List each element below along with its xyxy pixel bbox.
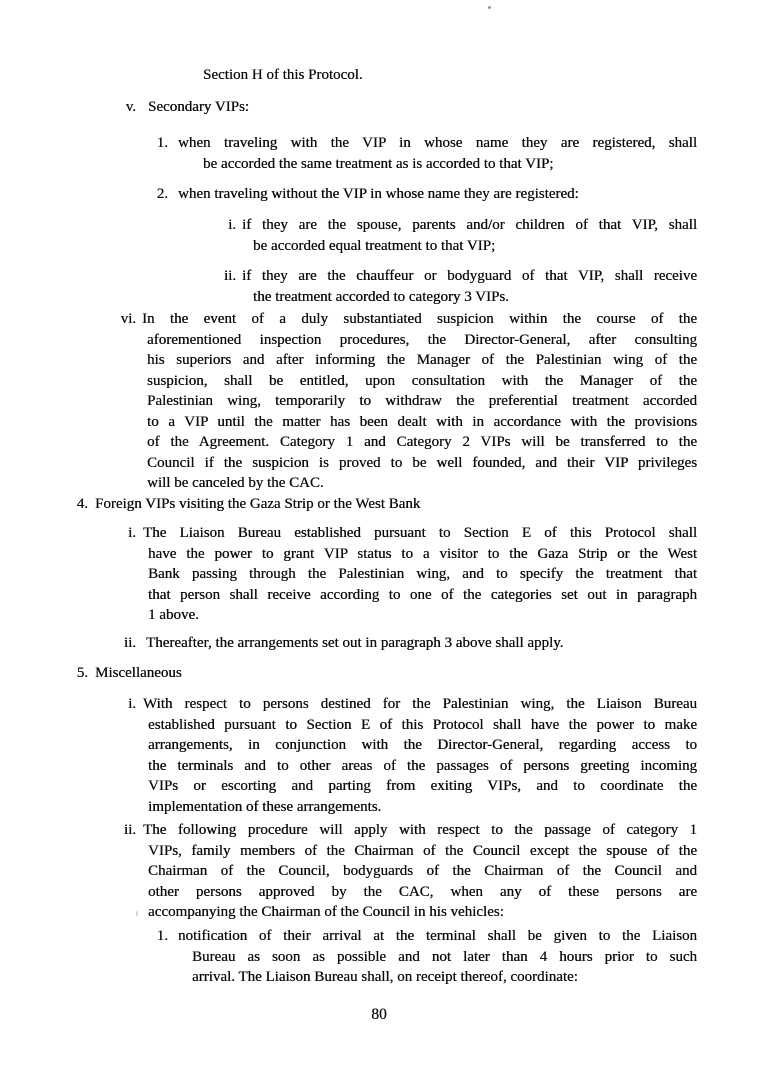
paragraph	[143, 523, 697, 626]
text-line: when traveling without the VIP in whose name they are registered:	[178, 186, 579, 202]
text-line: 1 above.	[148, 607, 199, 623]
text-line: accompanying the Chairman of the Council in his vehicles:	[148, 904, 504, 920]
paragraph	[146, 633, 697, 654]
text-line: Miscellaneous	[95, 665, 182, 681]
text-line: suspicion, shall be entitled, upon consultation with the Manager of the	[147, 372, 697, 389]
text-line: established pursuant to Section E of this Protocol shall have the power to make	[148, 716, 697, 733]
paragraph	[143, 820, 697, 923]
text-line: be accorded the same treatment as is accorded to that VIP;	[203, 155, 554, 172]
list-marker: i.	[128, 525, 136, 541]
text-line: the treatment accorded to category 3 VIPs.	[253, 288, 509, 305]
list-marker: ii.	[223, 268, 236, 284]
list-marker: 1.	[156, 135, 168, 151]
paragraph	[142, 309, 697, 494]
paragraph	[178, 184, 697, 205]
text-line: notification of their arrival at the terminal shall be given to the Liaison	[178, 928, 697, 944]
paragraph	[242, 266, 697, 307]
paragraph	[178, 133, 697, 174]
list-marker: vi.	[120, 311, 136, 327]
paragraph	[178, 926, 697, 988]
text-line: if they are the chauffeur or bodyguard of that VIP, shall receive	[242, 268, 697, 284]
text-line: be accorded equal treatment to that VIP;	[253, 237, 496, 254]
text-line: VIPs, family members of the Chairman of the Council except the spouse of the	[148, 842, 697, 859]
text-line: the terminals and to other areas of the passages of persons greeting incoming	[148, 757, 697, 774]
list-marker: 5.	[76, 665, 88, 681]
text-line: if they are the spouse, parents and/or children of that VIP, shall	[242, 217, 697, 233]
list-marker: 2.	[156, 186, 168, 202]
text-line: Thereafter, the arrangements set out in paragraph 3 above shall apply.	[146, 635, 564, 651]
text-line: In the event of a duly substantiated suspicion within the course of the	[142, 311, 697, 327]
list-marker: 4.	[76, 496, 88, 512]
section-heading	[95, 663, 697, 684]
paragraph	[148, 97, 697, 118]
text-line: aforementioned inspection procedures, the Director-General, after consulting	[147, 331, 697, 348]
paragraph	[242, 215, 697, 256]
text-line: that person shall receive according to one of the categories set out in paragraph	[148, 586, 697, 603]
text-line: Section H of this Protocol.	[203, 67, 363, 83]
list-marker: ii.	[123, 822, 136, 838]
text-line: Bank passing through the Palestinian wing, and to specify the treatment that	[148, 566, 697, 582]
scan-speck	[136, 911, 138, 916]
text-line: Secondary VIPs:	[148, 99, 249, 115]
text-line: The following procedure will apply with respect to the passage of category 1	[143, 822, 697, 838]
text-line: when traveling with the VIP in whose name they are registered, shall	[178, 135, 697, 151]
paragraph	[143, 694, 697, 817]
list-marker: ii.	[123, 635, 136, 651]
page-number: 80	[371, 1006, 387, 1023]
text-line: Palestinian wing, temporarily to withdraw the preferential treatment accorded	[147, 393, 697, 409]
text-line: implementation of these arrangements.	[148, 798, 382, 815]
text-line: Foreign VIPs visiting the Gaza Strip or the West Bank	[95, 496, 421, 512]
text-line: of the Agreement. Category 1 and Category 2 VIPs will be transferred to the	[147, 434, 697, 450]
text-line: his superiors and after informing the Manager of the Palestinian wing of the	[147, 352, 697, 368]
text-line: With respect to persons destined for the Palestinian wing, the Liaison Bureau	[143, 696, 697, 712]
text-line: to a VIP until the matter has been dealt with in accordance with the provisions	[147, 413, 697, 430]
text-line: have the power to grant VIP status to a visitor to the Gaza Strip or the West	[148, 545, 697, 562]
list-marker: i.	[128, 696, 136, 712]
text-line: Chairman of the Council, bodyguards of the Chairman of the Council and	[148, 863, 697, 879]
text-line: Bureau as soon as possible and not later than 4 hours prior to such	[192, 948, 697, 965]
text-line: VIPs or escorting and parting from exiting VIPs, and to coordinate the	[148, 778, 697, 794]
paragraph	[203, 65, 697, 86]
list-marker: i.	[228, 217, 236, 233]
section-heading	[95, 494, 697, 515]
scan-speck	[488, 6, 491, 9]
text-line: The Liaison Bureau established pursuant to Section E of this Protocol shall	[143, 525, 697, 541]
text-line: arrival. The Liaison Bureau shall, on receipt thereof, coordinate:	[192, 969, 578, 985]
text-line: Council if the suspicion is proved to be well founded, and their VIP privileges	[147, 454, 697, 471]
text-line: will be canceled by the CAC.	[147, 475, 324, 491]
text-line: arrangements, in conjunction with the Director-General, regarding access to	[148, 737, 697, 753]
list-marker: 1.	[156, 928, 168, 944]
list-marker: v.	[125, 99, 136, 115]
text-line: other persons approved by the CAC, when any of these persons are	[148, 883, 697, 900]
